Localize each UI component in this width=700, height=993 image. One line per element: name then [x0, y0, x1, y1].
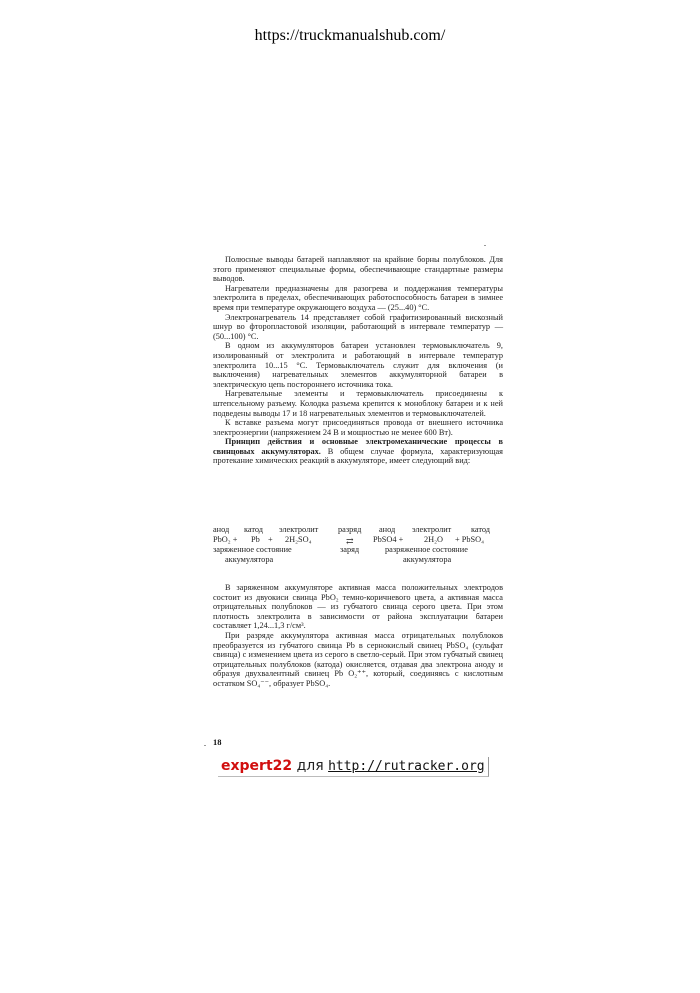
- paragraph: В одном из аккумуляторов батареи установлен термовыключатель 9, изолированный от электролита и работающий в интервале температур электролита 10...15 °С. Термовыключатель служит для включения (и выключения) нагревательных элементов аккумуляторной батареи в электрическую цепь постороннего источника тока.: [213, 341, 503, 389]
- page-number: 18: [213, 737, 222, 747]
- eq-label: электролит: [412, 525, 452, 534]
- scan-speck: [484, 245, 486, 246]
- banner-text: для: [292, 758, 329, 774]
- eq-term: PbSO4 +: [373, 535, 404, 544]
- paragraph: Нагревательные элементы и термовыключатель присоединены к штепсельному разъему. Колодка разъема крепится к моноблоку батареи и к ней подведены выводы 17 и 18 нагревательных элементов и термовыключателей.: [213, 389, 503, 418]
- eq-label: анод: [379, 525, 396, 534]
- banner-link[interactable]: http://rutracker.org: [328, 759, 485, 774]
- eq-term: 2H₂O: [424, 535, 444, 544]
- eq-label: катод: [244, 525, 264, 534]
- text-block-bottom: [213, 583, 503, 689]
- eq-label: катод: [471, 525, 491, 534]
- text-block-top: [213, 255, 503, 466]
- section-heading: Принцип действия и основные электромеханические процессы в свинцовых аккумуляторах.: [213, 437, 503, 456]
- source-url[interactable]: https://truckmanualshub.com/: [254, 27, 446, 44]
- eq-note: разряженное состояние: [385, 545, 468, 554]
- reaction-equation: [213, 525, 503, 565]
- scan-speck: [204, 745, 206, 746]
- paragraph: К вставке разъема могут присоединяться провода от внешнего источника электроэнергии (напряжением 24 В и мощностью не менее 600 Вт).: [213, 418, 503, 437]
- paragraph: При разряде аккумулятора активная масса отрицательных полублоков преобразуется из губчатого свинца Pb в сернокислый свинец PbSO₄ (сульфат свинца) с изменением цвета из серого в светло-серый. При этом губчатый свинец отрицательных полублоков (катода) окисляется, отдавая два электрона аноду и образуя двухвалентный свинец Pb O₂⁺⁺, который, соединяясь с кислотным остатком SO₄⁻⁻, образует PbSO₄.: [213, 630, 503, 688]
- eq-label: электролит: [279, 525, 319, 534]
- eq-note: аккумулятора: [403, 555, 452, 564]
- eq-note: аккумулятора: [225, 555, 274, 564]
- eq-term: PbO₂ +: [213, 535, 238, 544]
- eq-term: Pb: [251, 535, 260, 544]
- footer-banner[interactable]: [218, 757, 489, 777]
- eq-note: заряженное состояние: [213, 545, 292, 554]
- eq-note: заряд: [340, 545, 360, 554]
- eq-label: разряд: [338, 525, 362, 534]
- eq-term: +: [268, 535, 273, 544]
- paragraph: Нагреватели предназначены для разогрева и поддержания температуры электролита в пределах, обеспечивающих работоспособность батареи в зимнее время при температуре окружающего воздуха — (25...40) °С.: [213, 283, 503, 312]
- principle-text: В общем случае формула, характеризующая протекание химических реакций в аккумуляторе, имеет следующий вид:: [213, 446, 503, 466]
- eq-label: анод: [213, 525, 230, 534]
- principle-paragraph: [213, 437, 503, 466]
- paragraph: Полюсные выводы батарей наплавляют на крайние борны полублоков. Для этого применяют специальные формы, обеспечивающие стандартные размеры выводов.: [213, 255, 503, 284]
- paragraph: В заряженном аккумуляторе активная масса положительных электродов состоит из двуокиси свинца PbO₂ темно-коричневого цвета, а активная масса отрицательных полублоков — из губчатого свинца серого цвета. При этом плотность электролита в зависимости от района эксплуатации батареи составляет 1,24...1,3 г/см³.: [213, 583, 503, 631]
- reversible-arrow: ⇄: [346, 536, 354, 546]
- banner-brand: expert22: [221, 758, 293, 774]
- eq-term: 2H₂SO₄: [285, 535, 312, 544]
- eq-term: + PbSO₄: [455, 535, 485, 544]
- paragraph: Электронагреватель 14 представляет собой графитизированный вискозный шнур во фторопластовой изоляции, работающий в интервале температур — (50...100) °С.: [213, 312, 503, 341]
